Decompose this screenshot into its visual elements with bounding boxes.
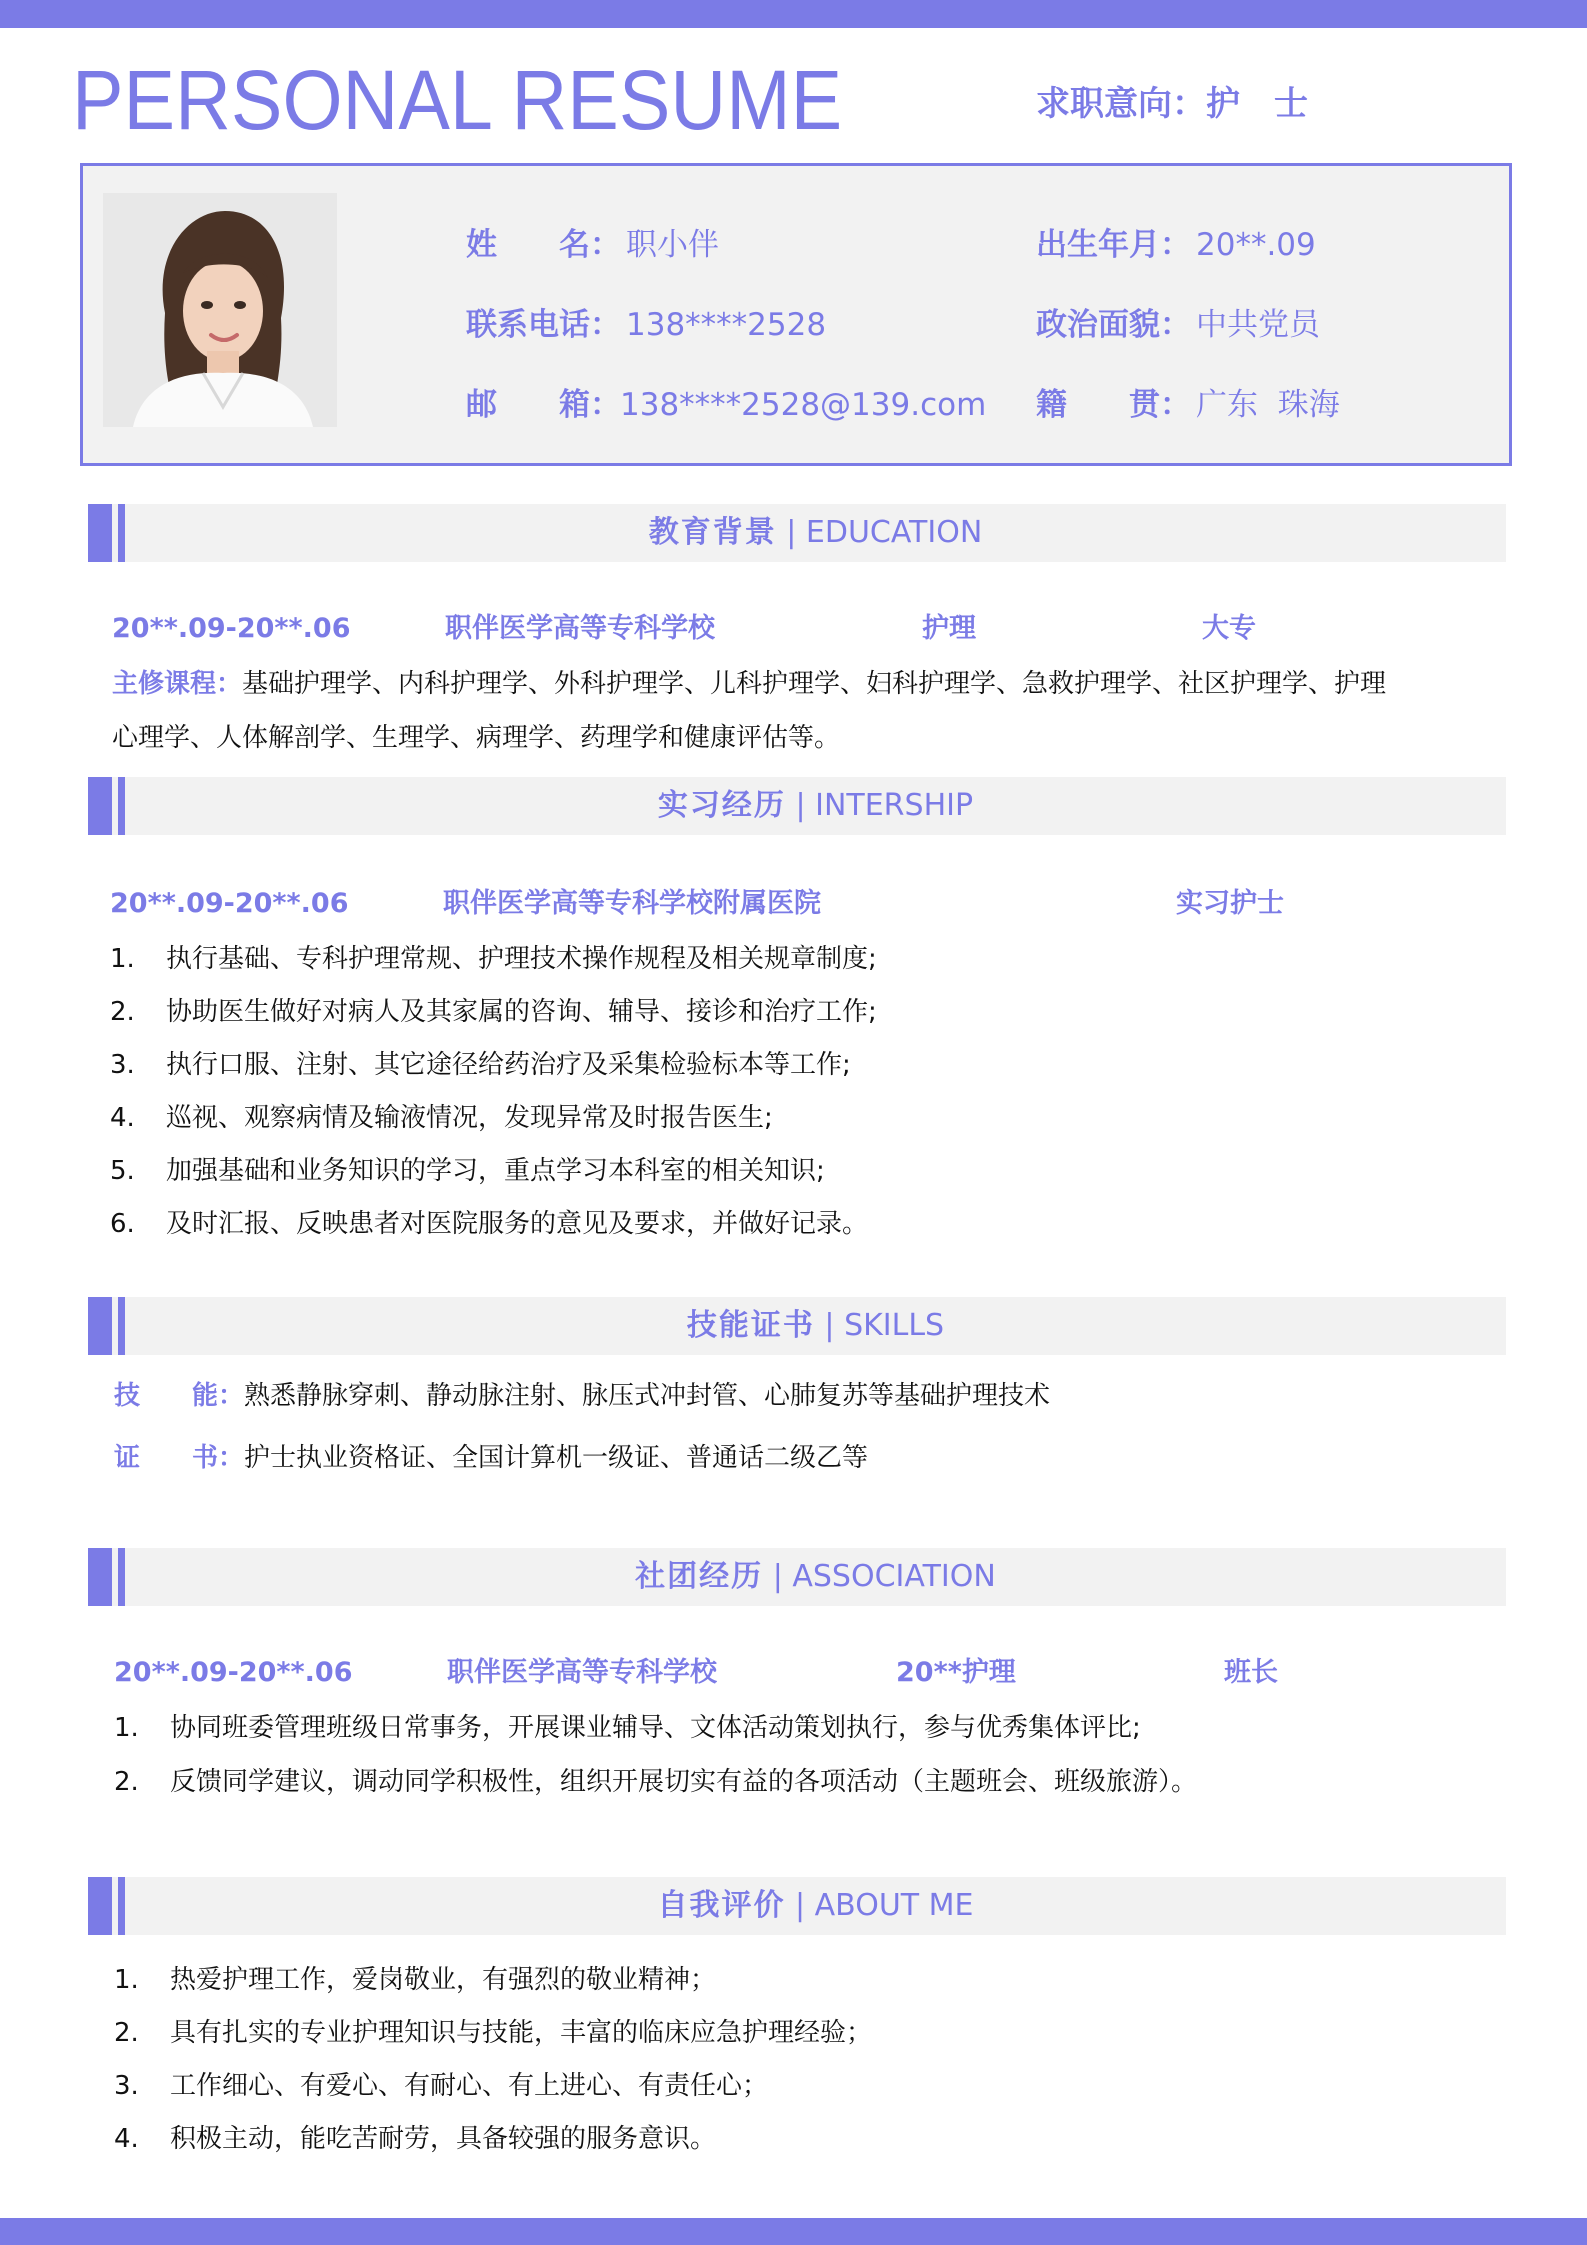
email-label: 邮 箱： <box>466 387 621 423</box>
email-value: 138****2528@139.com <box>620 387 987 423</box>
cert-row <box>114 1440 868 1476</box>
association-title <box>125 1548 1506 1606</box>
association-marker-thin <box>118 1548 125 1606</box>
about-marker-thin <box>118 1877 125 1935</box>
internship-marker <box>88 777 112 835</box>
item-number: 1. <box>110 944 135 974</box>
item-text: 执行基础、专科护理常规、护理技术操作规程及相关规章制度; <box>166 944 877 974</box>
phone-label: 联系电话： <box>466 307 621 343</box>
origin-label: 籍 贯： <box>1036 387 1191 423</box>
skill-text: 熟悉静脉穿刺、静动脉注射、脉压式冲封管、心肺复苏等基础护理技术 <box>244 1381 1051 1411</box>
skills-marker-thin <box>118 1297 125 1355</box>
association-title-en: | ASSOCIATION <box>772 1559 996 1594</box>
courses-text-1: 基础护理学、内科护理学、外科护理学、儿科护理学、妇科护理学、急救护理学、社区护理学、护理 <box>242 669 1387 699</box>
association-org: 职伴医学高等专科学校 <box>447 1657 717 1688</box>
top-accent-bar <box>0 0 1587 28</box>
item-number: 1. <box>114 1965 139 1995</box>
skill-row <box>114 1378 1050 1414</box>
association-title-cn: 社团经历 <box>635 1559 764 1594</box>
internship-title-cn: 实习经历 <box>657 788 786 823</box>
internship-org: 职伴医学高等专科学校附属医院 <box>443 888 821 919</box>
education-school: 职伴医学高等专科学校 <box>445 613 715 644</box>
item-number: 2. <box>114 2018 139 2048</box>
item-number: 2. <box>110 997 135 1027</box>
objective-label: 求职意向： <box>1036 84 1206 124</box>
skills-marker <box>88 1297 112 1355</box>
objective-value: 护 士 <box>1206 84 1308 124</box>
courses-line-1 <box>112 666 1386 702</box>
cert-text: 护士执业资格证、全国计算机一级证、普通话二级乙等 <box>244 1443 869 1473</box>
item-number: 5. <box>110 1156 135 1186</box>
about-title-cn: 自我评价 <box>657 1888 786 1923</box>
education-title-cn: 教育背景 <box>648 515 777 550</box>
education-marker-thin <box>118 504 125 562</box>
internship-period: 20**.09-20**.06 <box>110 888 349 919</box>
education-degree: 大专 <box>1202 613 1256 644</box>
person-portrait-icon <box>103 193 337 427</box>
item-number: 4. <box>110 1103 135 1133</box>
birth-value: 20**.09 <box>1196 227 1316 263</box>
job-objective <box>1036 82 1308 126</box>
item-number: 6. <box>110 1209 135 1239</box>
about-title <box>125 1877 1506 1935</box>
internship-role: 实习护士 <box>1176 888 1284 919</box>
resume-title: PERSONAL RESUME <box>72 53 843 147</box>
item-text: 协同班委管理班级日常事务，开展课业辅导、文体活动策划执行，参与优秀集体评比; <box>170 1713 1141 1743</box>
item-number: 1. <box>114 1713 139 1743</box>
internship-title-en: | INTERSHIP <box>795 788 974 823</box>
skills-title <box>125 1297 1506 1355</box>
education-title <box>125 504 1506 562</box>
item-number: 4. <box>114 2124 139 2154</box>
political-value: 中共党员 <box>1196 307 1320 343</box>
item-text: 工作细心、有爱心、有耐心、有上进心、有责任心； <box>170 2071 769 2101</box>
item-text: 具有扎实的专业护理知识与技能，丰富的临床应急护理经验； <box>170 2018 873 2048</box>
name-label: 姓 名： <box>466 227 621 263</box>
about-marker <box>88 1877 112 1935</box>
item-text: 及时汇报、反映患者对医院服务的意见及要求，并做好记录。 <box>166 1209 869 1239</box>
courses-label: 主修课程： <box>112 669 243 699</box>
courses-line-2: 心理学、人体解剖学、生理学、病理学、药理学和健康评估等。 <box>112 723 841 753</box>
item-text: 巡视、观察病情及输液情况，发现异常及时报告医生; <box>166 1103 773 1133</box>
political-label: 政治面貌： <box>1036 307 1191 343</box>
item-text: 积极主动，能吃苦耐劳，具备较强的服务意识。 <box>170 2124 717 2154</box>
cert-label: 证 书： <box>114 1443 245 1473</box>
association-marker <box>88 1548 112 1606</box>
item-text: 反馈同学建议，调动同学积极性，组织开展切实有益的各项活动（主题班会、班级旅游）。 <box>170 1767 1198 1797</box>
item-text: 协助医生做好对病人及其家属的咨询、辅导、接诊和治疗工作; <box>166 997 877 1027</box>
item-number: 3. <box>110 1050 135 1080</box>
internship-title <box>125 777 1506 835</box>
bottom-accent-bar <box>0 2218 1587 2245</box>
internship-marker-thin <box>118 777 125 835</box>
item-number: 2. <box>114 1767 139 1797</box>
education-marker <box>88 504 112 562</box>
item-text: 加强基础和业务知识的学习，重点学习本科室的相关知识; <box>166 1156 825 1186</box>
education-period: 20**.09-20**.06 <box>112 613 351 644</box>
item-number: 3. <box>114 2071 139 2101</box>
profile-photo <box>103 193 337 427</box>
item-text: 执行口服、注射、其它途径给药治疗及采集检验标本等工作; <box>166 1050 851 1080</box>
about-title-en: | ABOUT ME <box>795 1888 974 1923</box>
education-title-en: | EDUCATION <box>786 515 983 550</box>
association-role: 班长 <box>1224 1657 1278 1688</box>
origin-value: 广东 珠海 <box>1196 387 1340 423</box>
education-major: 护理 <box>922 613 976 644</box>
association-period: 20**.09-20**.06 <box>114 1657 353 1688</box>
phone-value: 138****2528 <box>626 307 827 343</box>
skill-label: 技 能： <box>114 1381 245 1411</box>
association-class: 20**护理 <box>896 1657 1016 1688</box>
skills-title-cn: 技能证书 <box>686 1308 815 1343</box>
skills-title-en: | SKILLS <box>824 1308 945 1343</box>
name-value: 职小伴 <box>626 227 719 263</box>
item-text: 热爱护理工作，爱岗敬业，有强烈的敬业精神； <box>170 1965 717 1995</box>
birth-label: 出生年月： <box>1036 227 1191 263</box>
